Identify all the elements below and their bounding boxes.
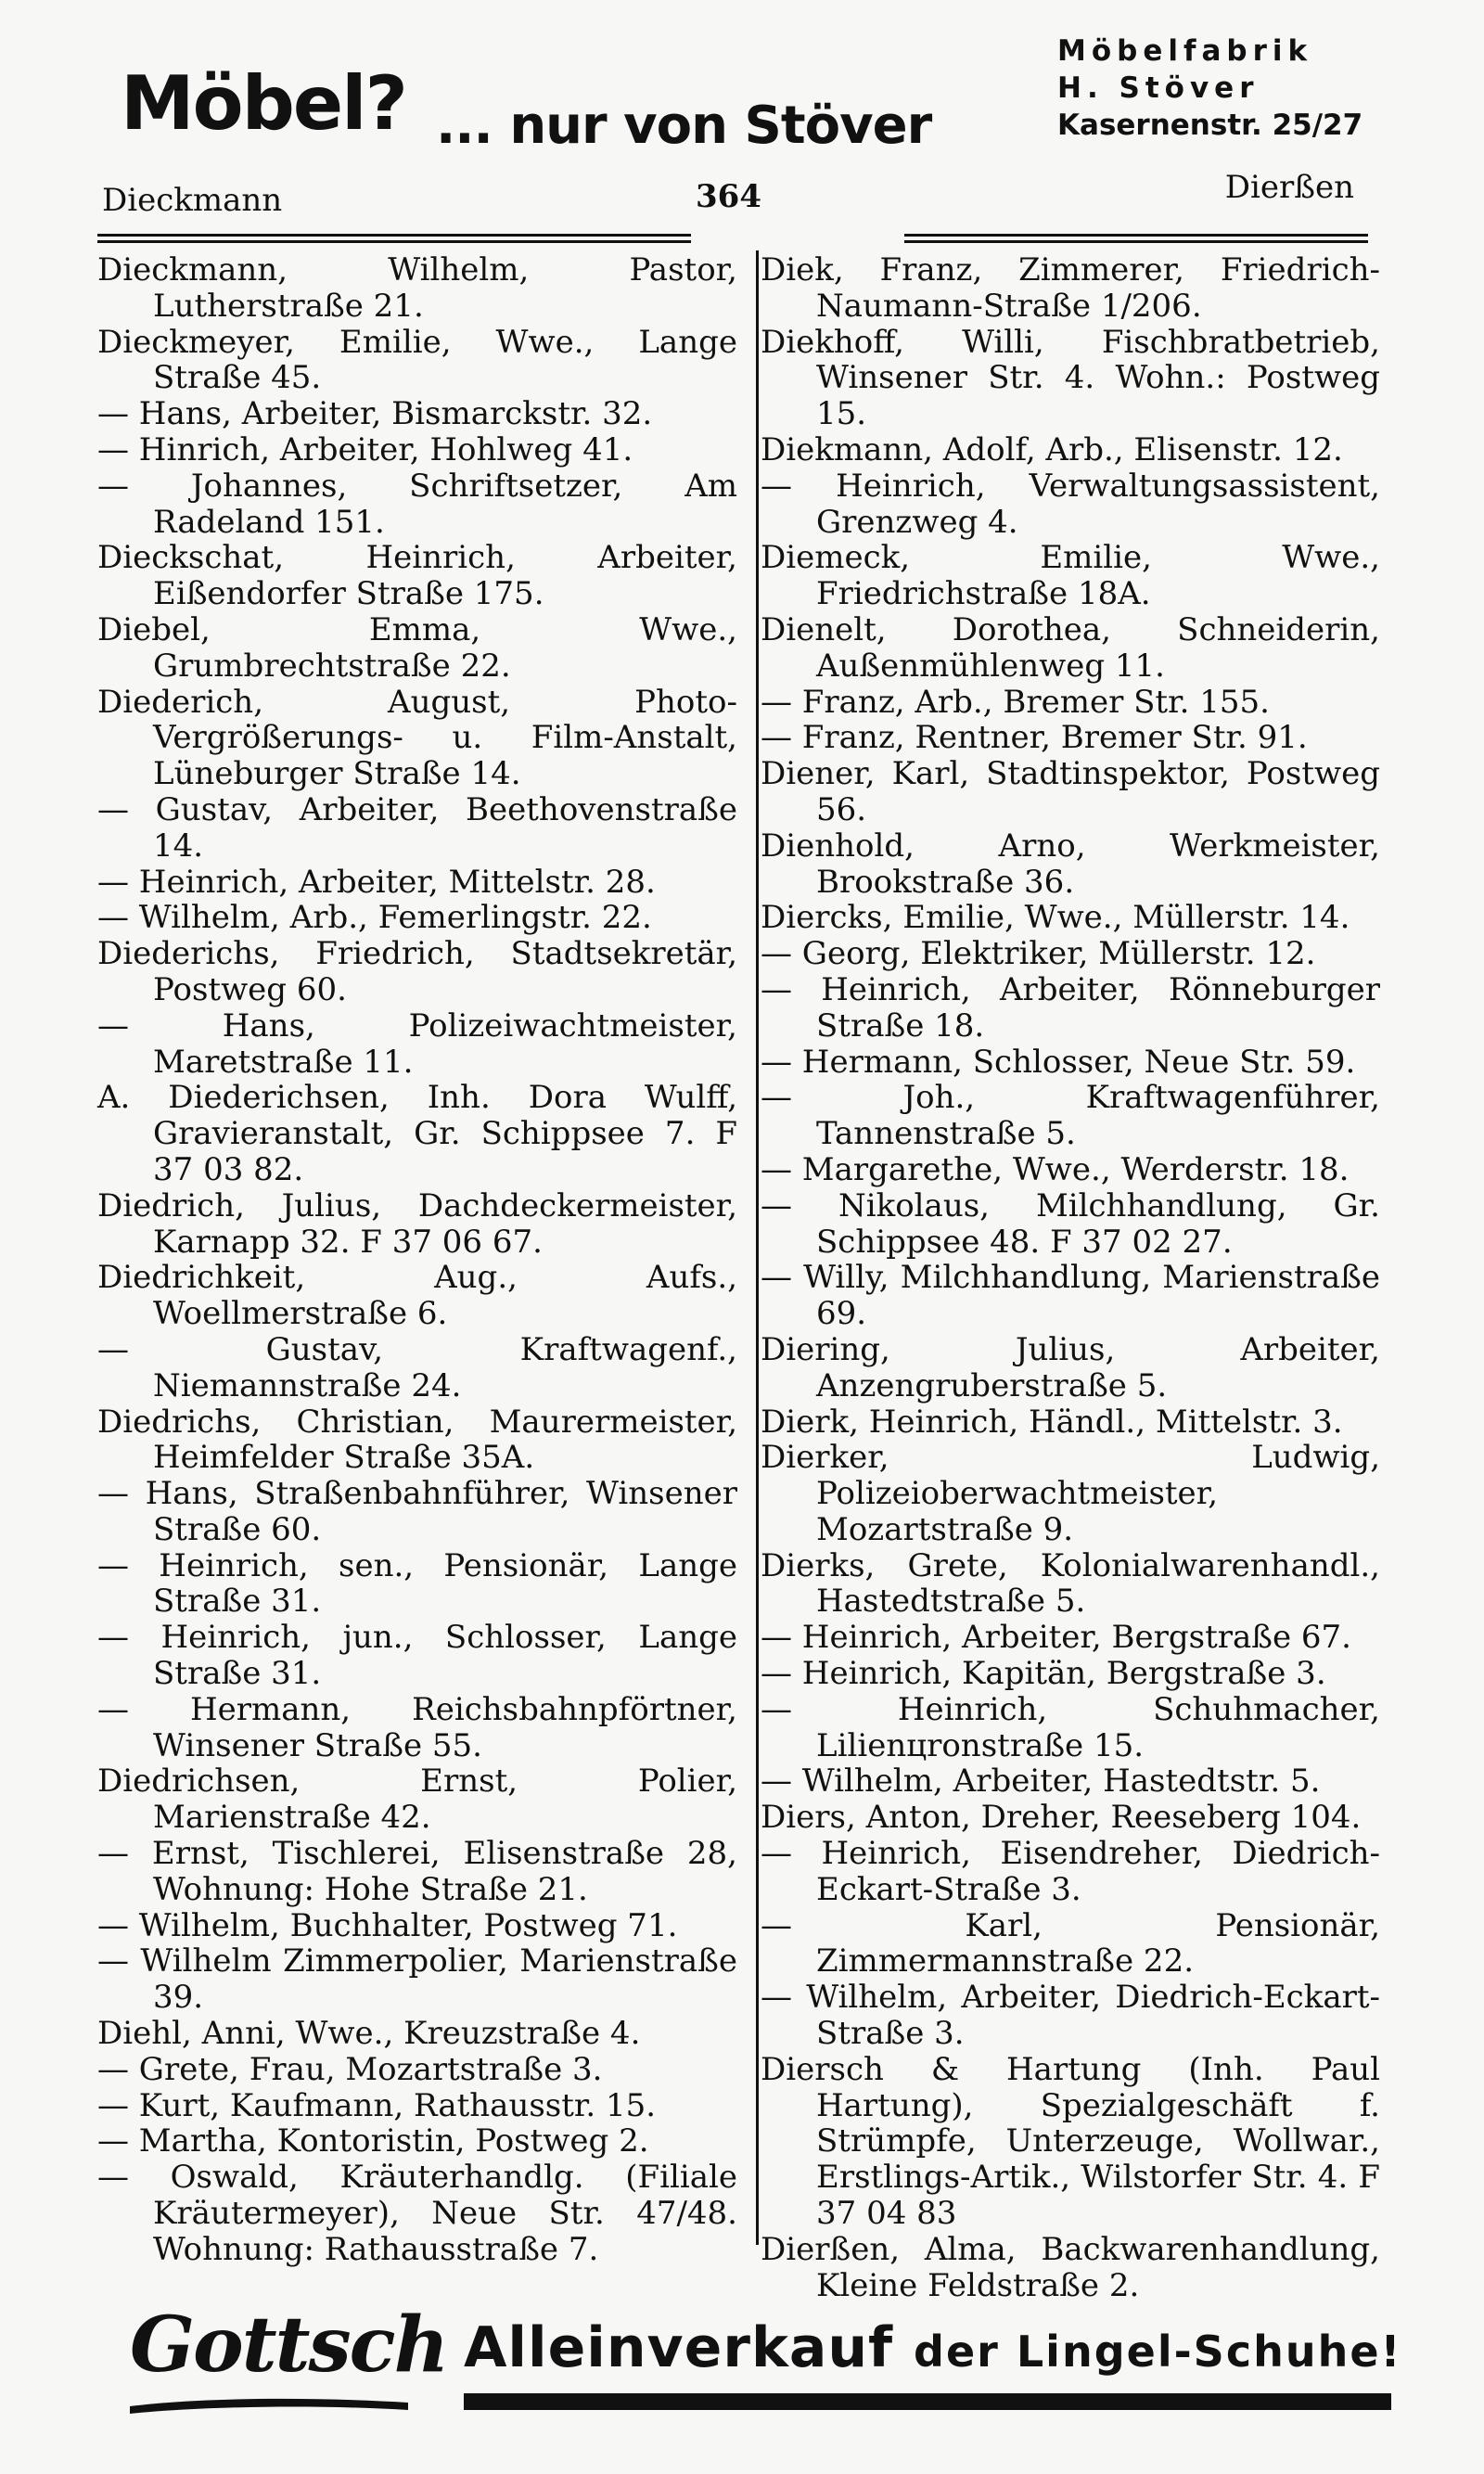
directory-entry: Diercks, Emilie, Wwe., Müllerstr. 14. bbox=[761, 899, 1350, 937]
directory-entry: Diekmann, Adolf, Arb., Elisenstr. 12. bbox=[761, 430, 1343, 468]
right-column bbox=[761, 252, 1380, 2303]
header-last-name: Dierßen bbox=[1224, 169, 1354, 206]
ad-firm-block bbox=[1057, 32, 1373, 144]
header-rule-left bbox=[97, 240, 691, 243]
directory-entry: Diedrichsen, Ernst, Polier, Marienstraße 42. bbox=[97, 1763, 737, 1837]
directory-entry: Diener, Karl, Stadtinspektor, Postweg 56. bbox=[761, 755, 1380, 828]
left-column bbox=[97, 252, 737, 2268]
page-header bbox=[102, 169, 1354, 234]
directory-entry: — Gustav, Arbeiter, Beethovenstraße 14. bbox=[97, 790, 737, 865]
directory-entry: — Georg, Elektriker, Müllerstr. 12. bbox=[761, 935, 1316, 973]
column-divider bbox=[756, 250, 759, 2245]
directory-entry: — Heinrich, Arbeiter, Rönneburger Straße 18. bbox=[761, 970, 1380, 1045]
header-rule-right bbox=[904, 240, 1368, 243]
directory-entry: — Heinrich, Schuhmacher, Lilienцronstraße 15. bbox=[761, 1690, 1380, 1764]
directory-entry: Diebel, Emma, Wwe., Grumbrechtstraße 22. bbox=[97, 610, 737, 685]
directory-entry: — Franz, Arb., Bremer Str. 155. bbox=[761, 683, 1270, 721]
directory-entry: Diedrich, Julius, Dachdeckermeister, Karnapp 32. F 37 06 67. bbox=[97, 1186, 737, 1261]
directory-entry: Dienhold, Arno, Werkmeister, Brookstraße 36. bbox=[761, 827, 1380, 901]
directory-entry: — Franz, Rentner, Bremer Str. 91. bbox=[761, 719, 1308, 757]
header-rule-right bbox=[904, 234, 1368, 237]
directory-entry: — Heinrich, Verwaltungsassistent, Grenzweg 4. bbox=[761, 467, 1380, 541]
directory-entry: — Wilhelm, Arbeiter, Diedrich-Eckart-Straße 3. bbox=[761, 1979, 1380, 2053]
page-number: 364 bbox=[696, 178, 761, 215]
directory-entry: — Margarethe, Wwe., Werderstr. 18. bbox=[761, 1150, 1350, 1188]
directory-entry: — Oswald, Kräuterhandlg. (Filiale Kräutermeyer), Neue Str. 47/48. Wohnung: Rathausstraße 7. bbox=[97, 2159, 737, 2268]
ad-headline-rest: ... nur von Stöver bbox=[436, 96, 932, 156]
directory-entry: Diekhoff, Willi, Fischbratbetrieb, Winsener Str. 4. Wohn.: Postweg 15. bbox=[761, 323, 1380, 433]
directory-entry: — Hermann, Reichsbahnpförtner, Winsener Straße 55. bbox=[97, 1690, 737, 1764]
directory-entry: Diedrichs, Christian, Maurermeister, Heimfelder Straße 35A. bbox=[97, 1403, 737, 1477]
directory-entry: Dieckmeyer, Emilie, Wwe., Lange Straße 45. bbox=[97, 323, 737, 397]
ad-headline-big: Möbel? bbox=[121, 60, 406, 147]
ad-alleinverkauf: Alleinverkauf bbox=[464, 2315, 894, 2380]
directory-entry: — Heinrich, Kapitän, Bergstraße 3. bbox=[761, 1655, 1326, 1693]
header-rule-left bbox=[97, 234, 691, 237]
directory-entry: — Wilhelm, Buchhalter, Postweg 71. bbox=[97, 1906, 678, 1944]
directory-entry: — Heinrich, sen., Pensionär, Lange Straße 31. bbox=[97, 1546, 737, 1621]
directory-entry: — Hinrich, Arbeiter, Hohlweg 41. bbox=[97, 430, 633, 468]
directory-entry: Dierks, Grete, Kolonialwarenhandl., Hastedtstraße 5. bbox=[761, 1546, 1380, 1621]
directory-entry: Diek, Franz, Zimmerer, Friedrich-Naumann-Straße 1/206. bbox=[761, 251, 1380, 325]
directory-entry: Dienelt, Dorothea, Schneiderin, Außenmühlenweg 11. bbox=[761, 610, 1380, 685]
directory-entry: Diehl, Anni, Wwe., Kreuzstraße 4. bbox=[97, 2015, 641, 2053]
directory-entry: Dieckmann, Wilhelm, Pastor, Lutherstraße 21. bbox=[97, 251, 737, 325]
directory-entry: Diersch & Hartung (Inh. Paul Hartung), Spezialgeschäft f. Strümpfe, Unterzeuge, Wollwar., Erstlings-Artik., Wilstorfer Str. 4. F 37 04 83 bbox=[761, 2050, 1380, 2233]
directory-entry: Diedrichkeit, Aug., Aufs., Woellmerstraße 6. bbox=[97, 1259, 737, 1333]
directory-entry: — Martha, Kontoristin, Postweg 2. bbox=[97, 2122, 649, 2160]
directory-entry: — Kurt, Kaufmann, Rathausstr. 15. bbox=[97, 2086, 657, 2124]
directory-entry: Diers, Anton, Dreher, Reeseberg 104. bbox=[761, 1799, 1362, 1837]
directory-entry: — Heinrich, jun., Schlosser, Lange Straße 31. bbox=[97, 1619, 737, 1693]
directory-entry: Diemeck, Emilie, Wwe., Friedrichstraße 18A. bbox=[761, 539, 1380, 613]
directory-entry: — Hermann, Schlosser, Neue Str. 59. bbox=[761, 1043, 1356, 1081]
ad-main-text bbox=[464, 2315, 1402, 2380]
ad-tail: der Lingel-Schuhe! bbox=[914, 2327, 1402, 2377]
directory-entry: — Heinrich, Arbeiter, Bergstraße 67. bbox=[761, 1619, 1351, 1657]
ad-firm-line: Möbelfabrik bbox=[1057, 34, 1313, 68]
directory-entry: — Heinrich, Eisendreher, Diedrich-Eckart-Straße 3. bbox=[761, 1835, 1380, 1908]
top-advertisement bbox=[102, 28, 1382, 167]
header-first-name: Dieckmann bbox=[102, 182, 283, 219]
directory-entry: Diederichs, Friedrich, Stadtsekretär, Postweg 60. bbox=[97, 935, 737, 1008]
directory-entry: Dierßen, Alma, Backwarenhandlung, Kleine Feldstraße 2. bbox=[761, 2230, 1380, 2304]
directory-entry: Dieckschat, Heinrich, Arbeiter, Eißendorfer Straße 175. bbox=[97, 539, 737, 613]
directory-entry: — Willy, Milchhandlung, Marienstraße 69. bbox=[761, 1259, 1380, 1333]
directory-entry: — Hans, Polizeiwachtmeister, Maretstraße 11. bbox=[97, 1006, 737, 1081]
bottom-advertisement bbox=[130, 2301, 1402, 2440]
directory-entry: — Joh., Kraftwagenführer, Tannenstraße 5. bbox=[761, 1079, 1380, 1153]
directory-entry: — Johannes, Schriftsetzer, Am Radeland 151. bbox=[97, 467, 737, 541]
directory-entry: A. Diederichsen, Inh. Dora Wulff, Gravieranstalt, Gr. Schippsee 7. F 37 03 82. bbox=[97, 1079, 737, 1188]
directory-entry: — Hans, Arbeiter, Bismarckstr. 32. bbox=[97, 395, 653, 433]
directory-entry: — Gustav, Kraftwagenf., Niemannstraße 24. bbox=[97, 1330, 737, 1404]
directory-entry: Dierker, Ludwig, Polizeioberwachtmeister, Mozartstraße 9. bbox=[761, 1439, 1380, 1548]
directory-entry: — Wilhelm, Arbeiter, Hastedtstr. 5. bbox=[761, 1763, 1321, 1801]
directory-entry: Diederich, August, Photo-Vergrößerungs- u. Film-Anstalt, Lüneburger Straße 14. bbox=[97, 683, 737, 793]
ad-logo: Gottsch bbox=[130, 2301, 448, 2390]
directory-entry: — Heinrich, Arbeiter, Mittelstr. 28. bbox=[97, 863, 656, 901]
ad-firm-line: H. Stöver bbox=[1057, 71, 1260, 105]
logo-swoosh-icon bbox=[130, 2393, 408, 2414]
directory-entry: — Karl, Pensionär, Zimmermannstraße 22. bbox=[761, 1906, 1380, 1980]
ad-underline-bar bbox=[464, 2393, 1391, 2410]
directory-entry: — Grete, Frau, Mozartstraße 3. bbox=[97, 2050, 603, 2088]
directory-entry: Dierk, Heinrich, Händl., Mittelstr. 3. bbox=[761, 1403, 1343, 1441]
directory-entry: Diering, Julius, Arbeiter, Anzengruberstraße 5. bbox=[761, 1330, 1380, 1404]
directory-entry: — Wilhelm Zimmerpolier, Marienstraße 39. bbox=[97, 1942, 737, 2017]
directory-entry: — Nikolaus, Milchhandlung, Gr. Schippsee 48. F 37 02 27. bbox=[761, 1186, 1380, 1261]
ad-firm-line: Kasernenstr. 25/27 bbox=[1057, 109, 1363, 142]
directory-entry: — Ernst, Tischlerei, Elisenstraße 28, Wohnung: Hohe Straße 21. bbox=[97, 1835, 737, 1908]
directory-entry: — Wilhelm, Arb., Femerlingstr. 22. bbox=[97, 899, 652, 937]
directory-entry: — Hans, Straßenbahnführer, Winsener Straße 60. bbox=[97, 1475, 737, 1548]
